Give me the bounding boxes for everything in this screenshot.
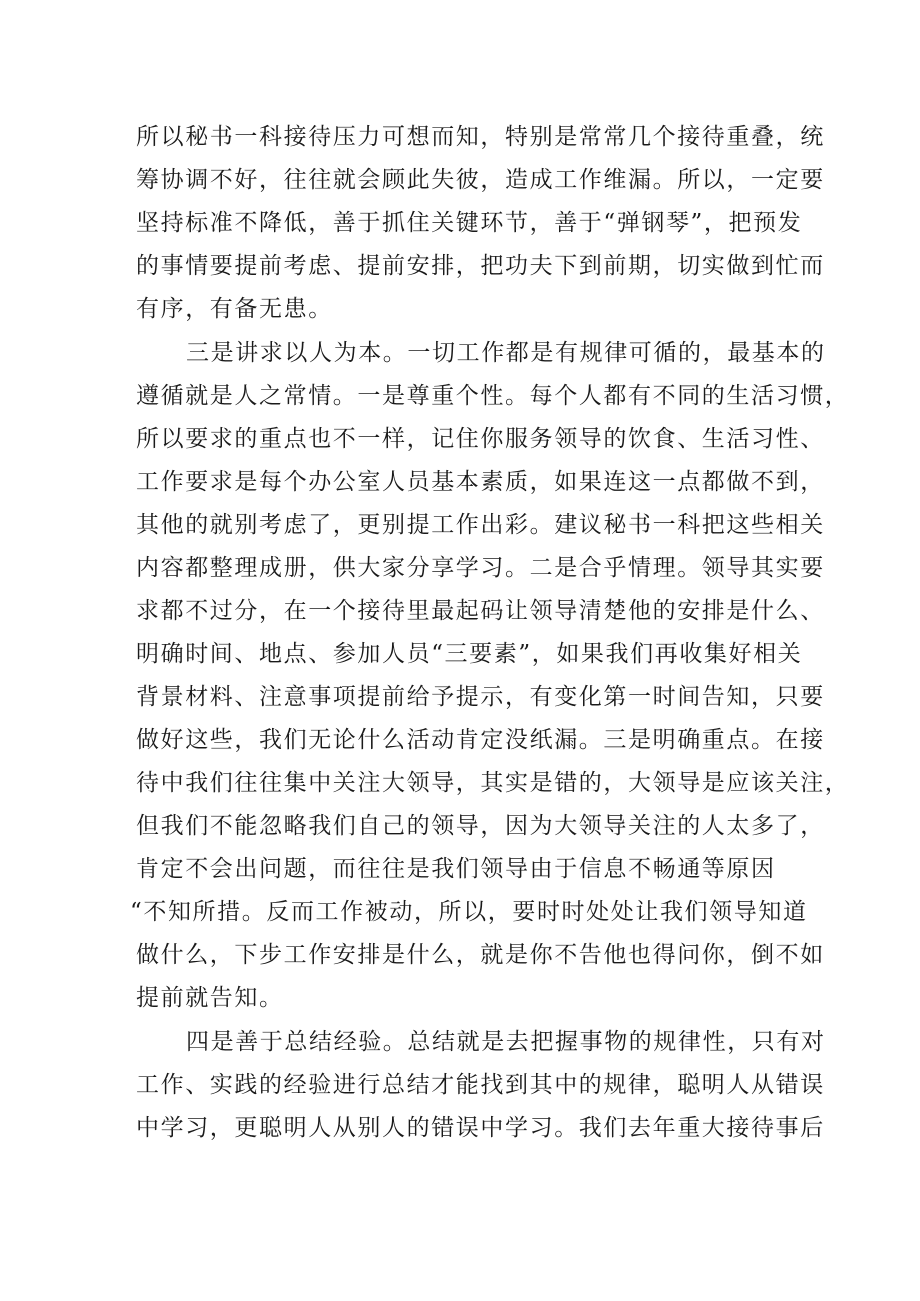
- text-line: 有序，有备无患。: [136, 296, 333, 322]
- text-line: 工作要求是每个办公室人员基本素质，如果连这一点都做不到，: [136, 469, 825, 495]
- text-line: 明确时间、地点、参加人员“三要素”，如果我们再收集好相关: [136, 641, 803, 667]
- text-line: 待中我们往往集中关注大领导，其实是错的，大领导是应该关注，: [136, 770, 850, 796]
- paragraph-start-line: 四是善于总结经验。总结就是去把握事物的规律性，只有对: [186, 1029, 826, 1055]
- text-line: 做什么，下步工作安排是什么，就是你不告他也得问你，倒不如: [136, 942, 825, 968]
- paragraph-start-line: 三是讲求以人为本。一切工作都是有规律可循的，最基本的: [186, 340, 826, 366]
- text-line: 内容都整理成册，供大家分享学习。二是合乎情理。领导其实要: [136, 555, 825, 581]
- text-line: 遵循就是人之常情。一是尊重个性。每个人都有不同的生活习惯，: [136, 383, 850, 409]
- text-line: 筹协调不好，往往就会顾此失彼，造成工作维漏。所以，一定要: [136, 167, 825, 193]
- text-line: 做好这些，我们无论什么活动肯定没纸漏。三是明确重点。在接: [136, 727, 825, 753]
- text-line: 工作、实践的经验进行总结才能找到其中的规律，聪明人从错误: [136, 1072, 825, 1098]
- text-line: 的事情要提前考虑、提前安排，把功夫下到前期，切实做到忙而: [136, 253, 825, 279]
- text-line: 但我们不能忽略我们自己的领导，因为大领导关注的人太多了，: [136, 813, 825, 839]
- text-line: 坚持标准不降低，善于抓住关键环节，善于“弹钢琴”，把预发: [136, 210, 803, 236]
- text-line: 求都不过分，在一个接待里最起码让领导清楚他的安排是什么、: [136, 598, 825, 624]
- text-line: 其他的就别考虑了，更别提工作出彩。建议秘书一科把这些相关: [136, 512, 825, 538]
- text-line: 背景材料、注意事项提前给予提示，有变化第一时间告知，只要: [136, 684, 825, 710]
- text-line: 所以秘书一科接待压力可想而知，特别是常常几个接待重叠，统: [136, 124, 825, 150]
- text-line: 中学习，更聪明人从别人的错误中学习。我们去年重大接待事后: [136, 1115, 825, 1141]
- text-line: 所以要求的重点也不一样，记住你服务领导的饮食、生活习性、: [136, 426, 825, 452]
- text-line: 肯定不会出问题，而往往是我们领导由于信息不畅通等原因: [136, 856, 776, 882]
- text-line: 提前就告知。: [136, 985, 284, 1011]
- text-line: “不知所措。反而工作被动，所以，要时时处处让我们领导知道: [130, 899, 808, 925]
